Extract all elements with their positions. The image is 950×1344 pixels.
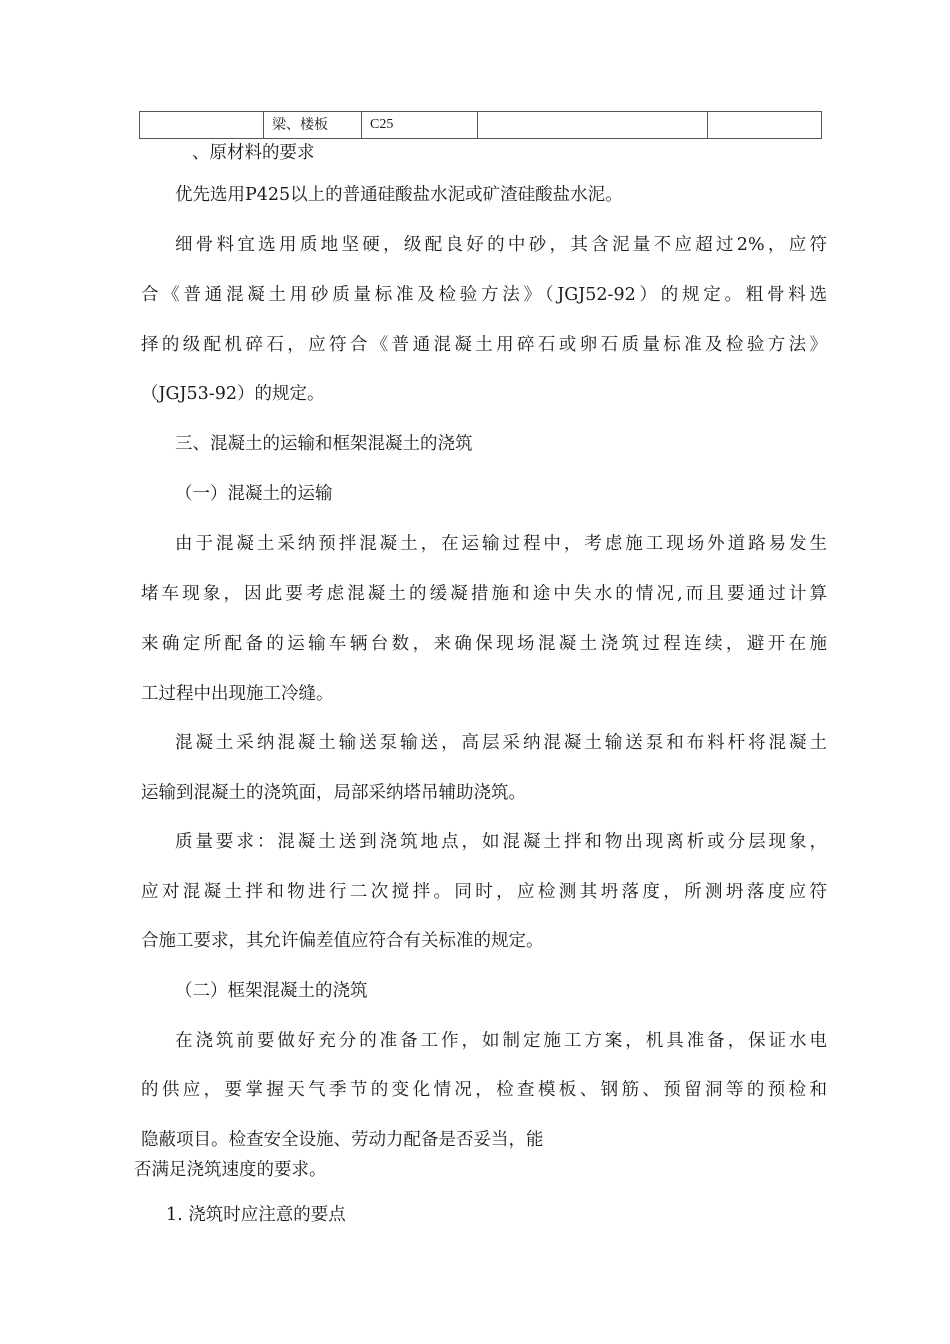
table-cell: C25 [362, 112, 478, 139]
table-cell [478, 112, 708, 139]
paragraph-line: 由于混凝土采纳预拌混凝土，在运输过程中，考虑施工现场外道路易发生 [175, 534, 827, 554]
paragraph-line: 否满足浇筑速度的要求。 [134, 1160, 327, 1180]
paragraph-line: 质量要求：混凝土送到浇筑地点，如混凝土拌和物出现离析或分层现象， [175, 832, 827, 852]
section-heading: 、原材料的要求 [192, 143, 315, 163]
paragraph-line: 在浇筑前要做好充分的准备工作，如制定施工方案，机具准备，保证水电 [175, 1031, 827, 1051]
section-heading: 三、混凝土的运输和框架混凝土的浇筑 [175, 434, 473, 454]
paragraph-line: 隐蔽项目。检查安全设施、劳动力配备是否妥当，能 [141, 1130, 544, 1150]
paragraph-line: 细骨料宜选用质地坚硬，级配良好的中砂，其含泥量不应超过2%，应符 [175, 235, 827, 255]
table-cell [708, 112, 822, 139]
paragraph-line: 堵车现象，因此要考虑混凝土的缓凝措施和途中失水的情况,而且要通过计算 [141, 584, 827, 604]
subsection-heading: （二）框架混凝土的浇筑 [175, 981, 368, 1001]
spec-table [139, 111, 822, 139]
paragraph-line: 的供应，要掌握天气季节的变化情况，检查模板、钢筋、预留洞等的预检和 [141, 1080, 827, 1100]
paragraph-line: 合施工要求，其允许偏差值应符合有关标准的规定。 [141, 931, 544, 951]
paragraph-line: 来确定所配备的运输车辆台数，来确保现场混凝土浇筑过程连续，避开在施 [141, 634, 827, 654]
paragraph-line: 混凝土采纳混凝土输送泵输送，高层采纳混凝土输送泵和布料杆将混凝土 [175, 733, 827, 753]
table-row [140, 112, 822, 139]
paragraph-line: 合《普通混凝土用砂质量标准及检验方法》（JGJ52-92）的规定。粗骨料选 [141, 285, 827, 305]
table-cell [140, 112, 264, 139]
paragraph-line: 运输到混凝土的浇筑面，局部采纳塔吊辅助浇筑。 [141, 783, 526, 803]
paragraph-line: 择的级配机碎石，应符合《普通混凝土用碎石或卵石质量标准及检验方法》 [141, 335, 827, 355]
paragraph-line: 应对混凝土拌和物进行二次搅拌。同时，应检测其坍落度，所测坍落度应符 [141, 882, 827, 902]
table-cell: 梁、楼板 [264, 112, 362, 139]
subsection-heading: （一）混凝土的运输 [175, 484, 333, 504]
numbered-heading: 1. 浇筑时应注意的要点 [166, 1205, 346, 1225]
paragraph-line: （JGJ53-92）的规定。 [141, 384, 325, 404]
paragraph-line: 优先选用P425以上的普通硅酸盐水泥或矿渣硅酸盐水泥。 [175, 185, 623, 205]
paragraph-line: 工过程中出现施工冷缝。 [141, 684, 334, 704]
